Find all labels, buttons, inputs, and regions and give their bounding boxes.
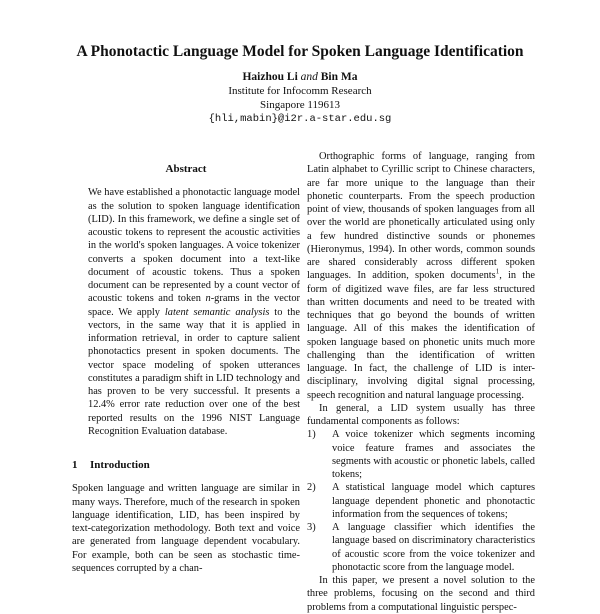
author-names <box>0 70 600 84</box>
list-item: 3) A language classifier which identifies the language based on discriminatory characteristics of acoustic score from the voice tokenizer and phonotactic score from the language model. <box>307 522 535 573</box>
right-paragraph-2: In general, a LID system usually has three fundamental components as follows: <box>307 402 535 427</box>
abstract-heading: Abstract <box>165 163 207 175</box>
institute: Institute for Infocomm Research <box>228 85 372 97</box>
list-item: 1) A voice tokenizer which segments incoming voice feature frames and associates the segments with acoustic or phonetic labels, called tokens; <box>307 429 535 480</box>
right-column <box>307 150 535 614</box>
list-item: 2) A statistical language model which captures language dependent phonetic and phonotactic information from the sequences of tokens; <box>307 482 535 520</box>
abstract-text: We have established a phonotactic language model as the solution to spoken language identification (LID). In this framework, we define a single set of acoustic tokens to represent the acoustic activities in the world's spoken languages. A voice tokenizer converts a spoken document into a text-like document of acoustic tokens. Thus a spoken document can be represented by a count vector of acoustic tokens and token n-grams in the vector space. We apply latent semantic analysis to the vectors, in the same way that it is applied in information retrieval, in order to capture salient phonotactics present in spoken documents. The vector space modeling of spoken utterances constitutes a paradigm shift in LID technology and has proven to be very successful. It presents a 12.4% error rate reduction over one of the best reported results on the 1996 NIST Language Recognition Evaluation database. <box>88 187 300 437</box>
author-block <box>0 70 600 126</box>
section-heading-introduction <box>72 459 300 472</box>
right-paragraph-1: Orthographic forms of language, ranging from Latin alphabet to Cyrillic script to Chinese characters, are far more unique to the language than their phonetic counterparts. From the speech production point of view, thousands of spoken languages from all over the world are phonetically articulated using only a few hundred distinctive sounds or phonemes (Hieronymus, 1994). In other words, common sounds are shared considerably across different spoken languages. In addition, spoken documents$^1$, in the form of digitized wave files, are far less structured than written documents and need to be treated with techniques that go beyond the bounds of written language. All of this makes the identification of spoken language based on phonetic units much more challenging than the identification of written language. In fact, the challenge of LID is inter-disciplinary, involving digital signal processing, speech recognition and natural language processing. <box>307 151 535 401</box>
paper-title: A Phonotactic Language Model for Spoken Language Identification <box>76 43 524 60</box>
section-title: Introduction <box>90 459 150 471</box>
right-paragraph-3: In this paper, we present a novel solution to the three problems, focusing on the second and third problems from a computational linguistic perspec- <box>307 575 535 613</box>
footnote-mark: 1 <box>495 267 500 276</box>
section-number: 1 <box>72 459 78 471</box>
email: {hli,mabin}@i2r.a-star.edu.sg <box>208 113 392 125</box>
author-2: Bin Ma <box>320 71 358 83</box>
left-column <box>72 163 300 575</box>
author-1: Haizhou Li <box>242 71 298 83</box>
city: Singapore 119613 <box>260 99 340 111</box>
author-conjunction: and <box>300 71 318 83</box>
intro-paragraph: Spoken language and written language are similar in many ways. Therefore, much of the research in spoken language identification, LID, has been inspired by text-categorization methodology. Both text and voice are generated from language dependent vocabulary. For example, both can be seen as stochastic time-sequences corrupted by a chan- <box>72 483 300 574</box>
component-list <box>307 428 535 574</box>
